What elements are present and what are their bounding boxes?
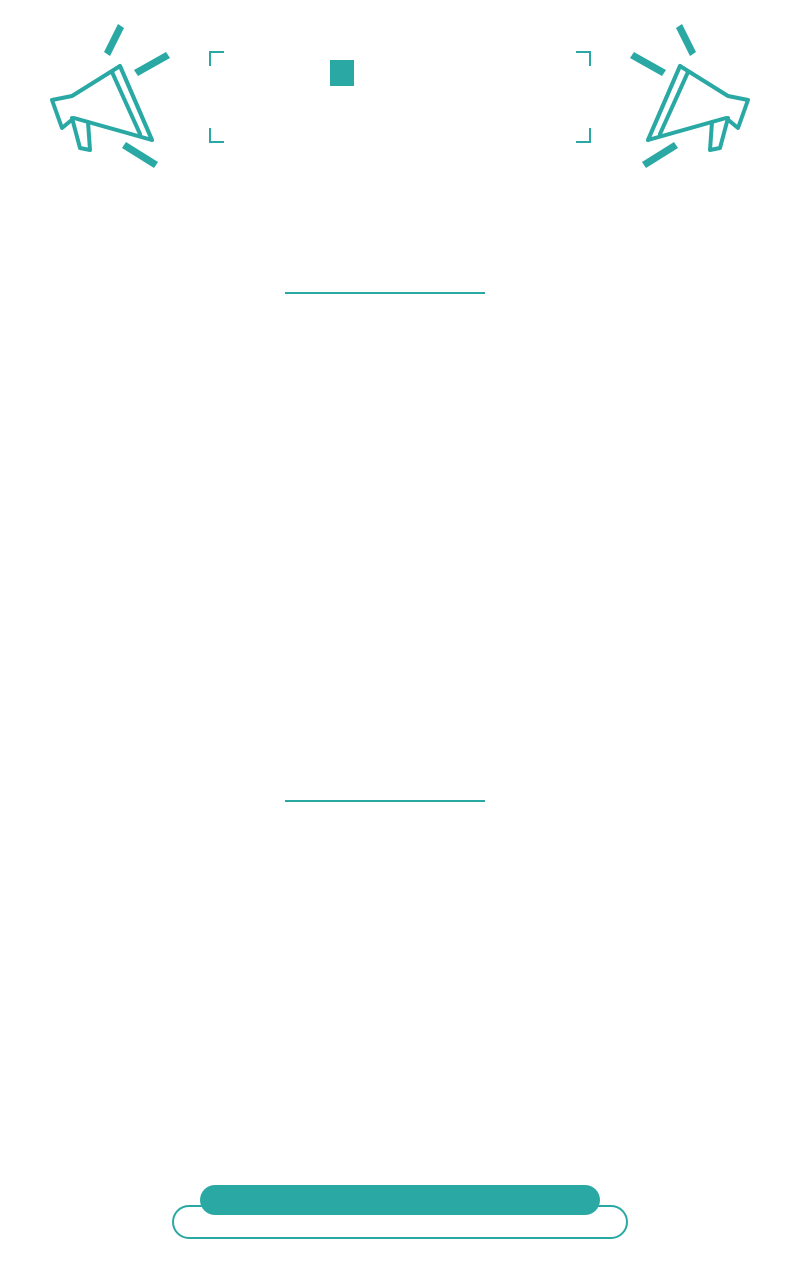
separator — [285, 800, 485, 802]
logo-mark — [330, 60, 354, 86]
megaphone-left-icon — [0, 0, 800, 210]
candidature-button[interactable] — [200, 1185, 600, 1215]
separator — [285, 292, 485, 294]
header — [0, 0, 800, 210]
